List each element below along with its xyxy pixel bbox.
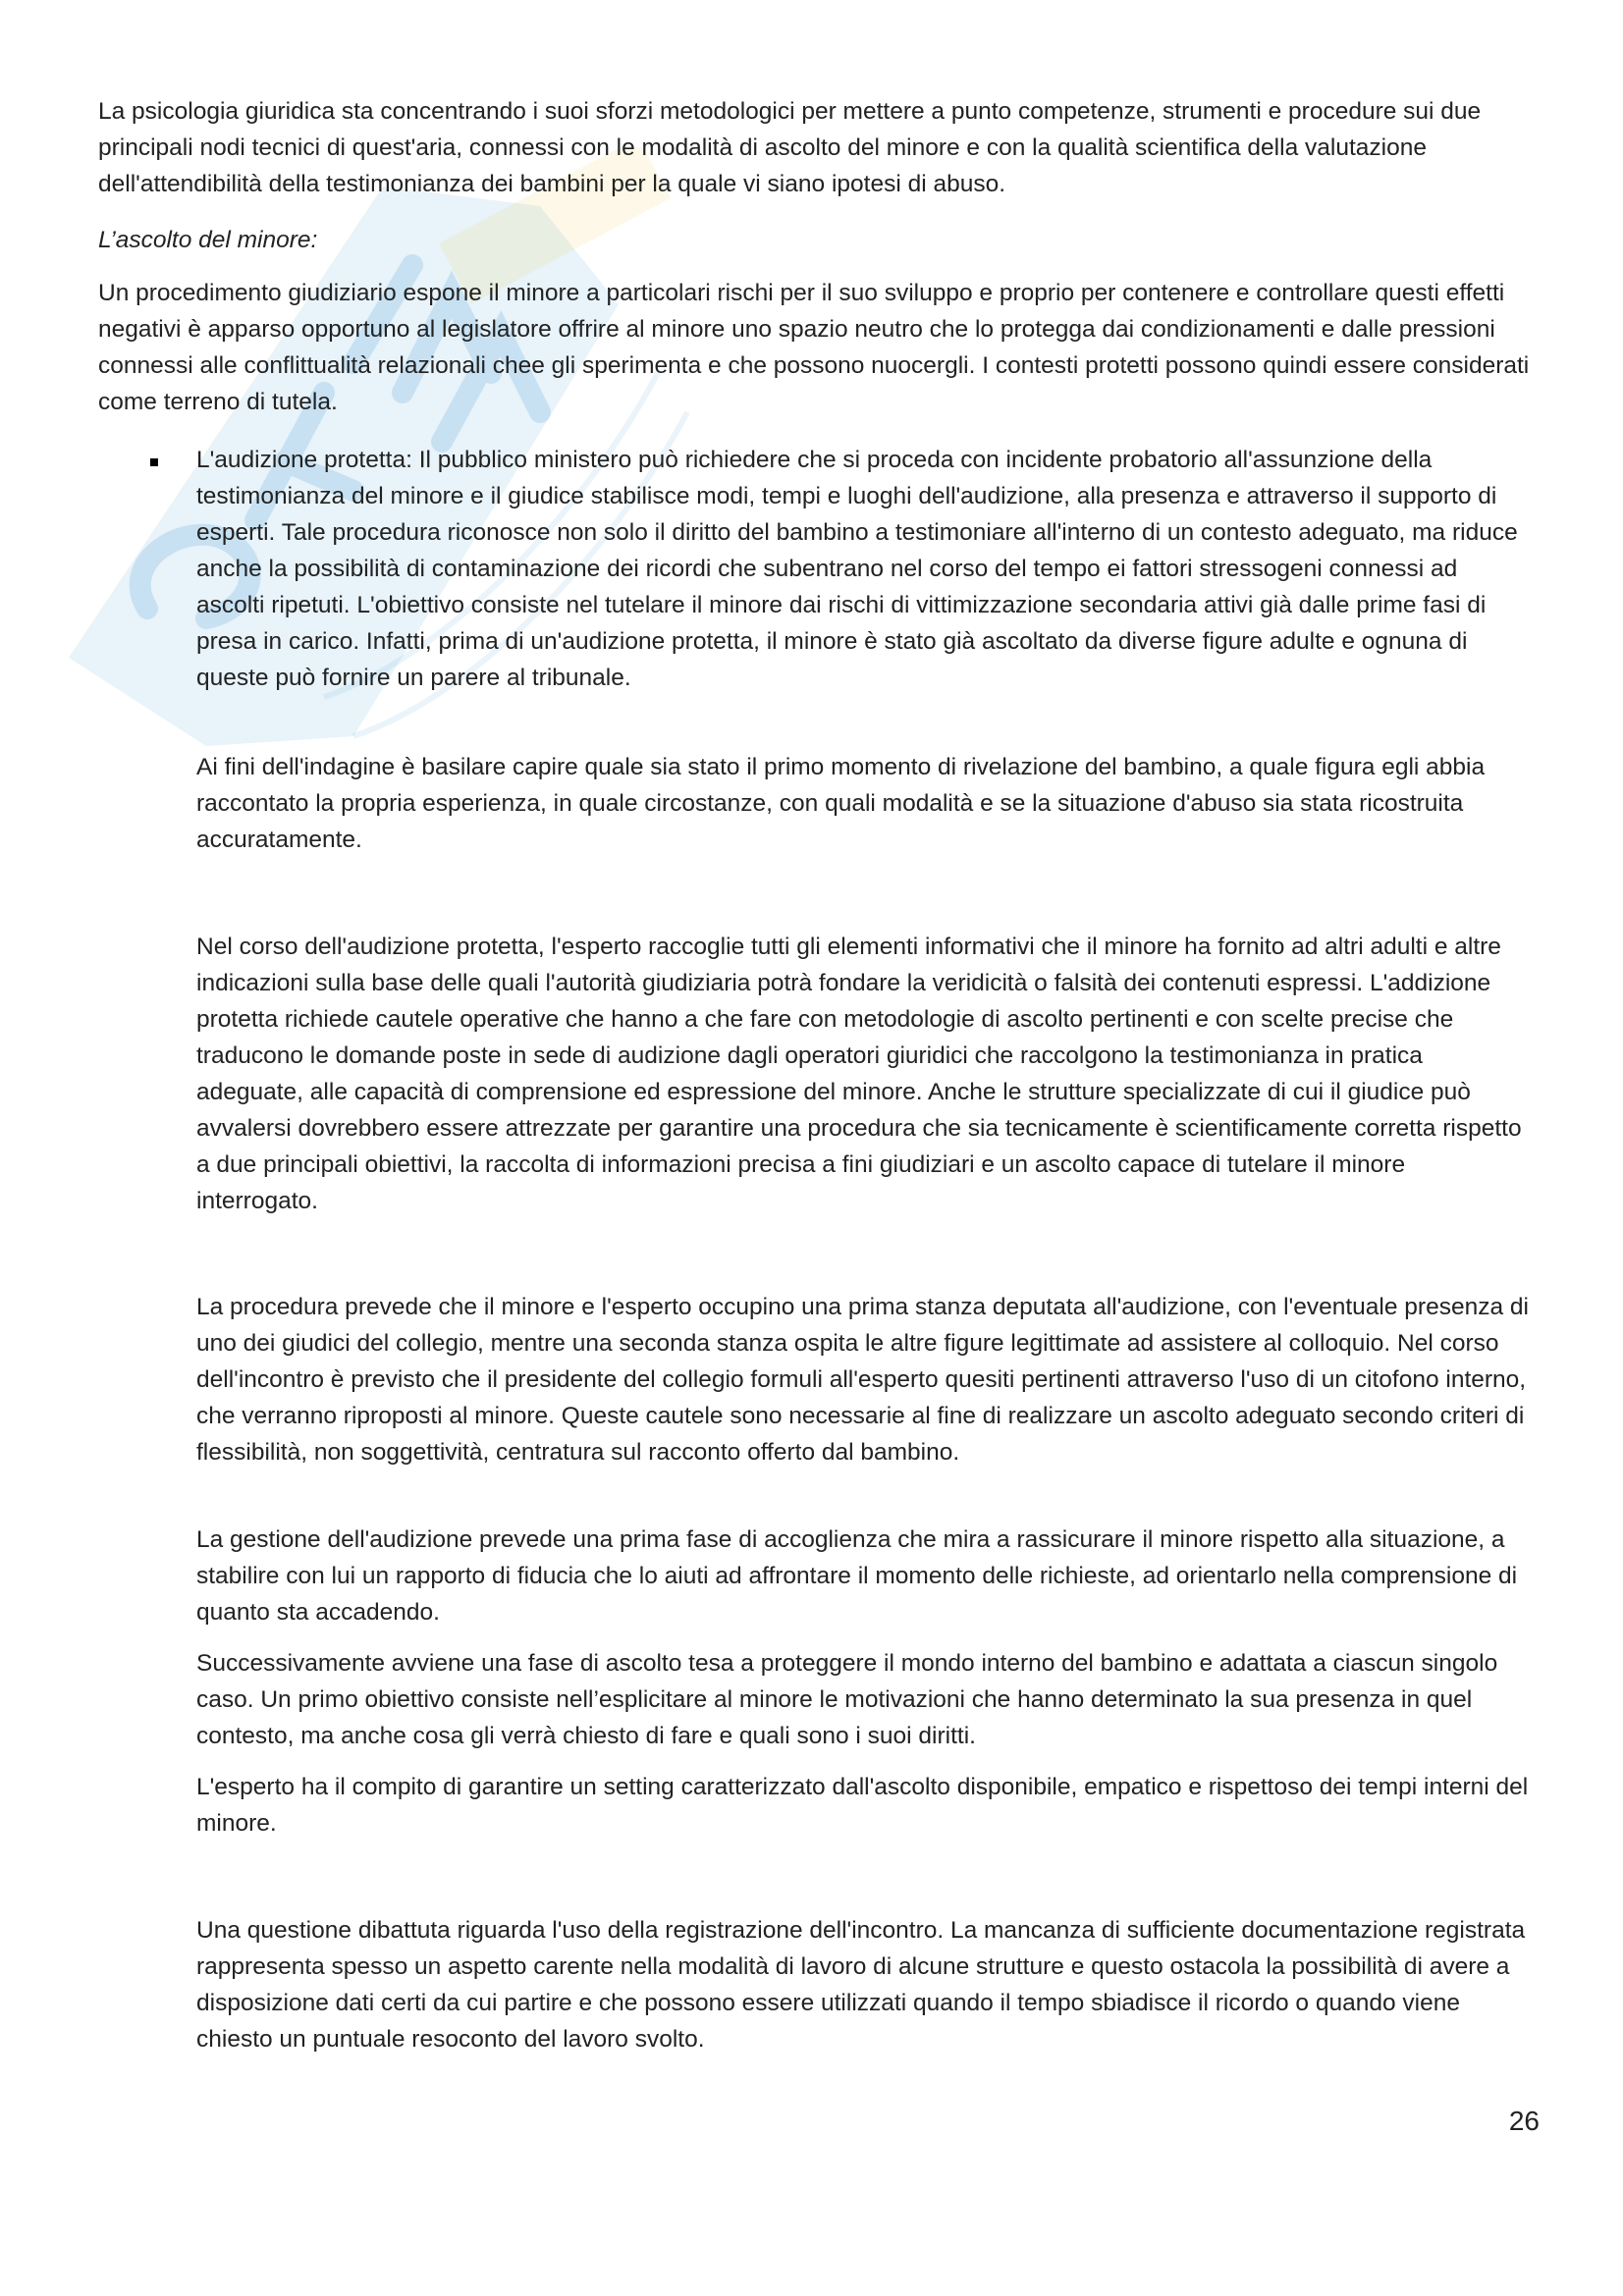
paragraph-registrazione: Una questione dibattuta riguarda l'uso della registrazione dell'incontro. La mancanza di sufficiente documentazione registrata rappresenta spesso un aspetto carente nella modalità di lavoro di alcune strutture e questo ostacola la possibilità di avere a disposizione dati certi da cui partire e che possono essere utilizzati quando il tempo sbiadisce il ricordo o quando viene chiesto un puntuale resoconto del lavoro svolto. (196, 1917, 1526, 2053)
bullet-marker-icon (150, 458, 158, 466)
bullet-paragraph-audizione-protetta: L'audizione protetta: Il pubblico ministero può richiedere che si proceda con incidente probatorio all'assunzione della testimonianza del minore e il giudice stabilisce modi, tempi e luoghi dell'audizione, alla presenza e attraverso il supporto di esperti. Tale procedura riconosce non solo il diritto del bambino a testimoniare all'interno di un contesto adeguato, ma riduce anche la possibilità di contaminazione dei ricordi che subentrano nel corso del tempo ei fattori stressogeni connessi ad ascolti ripetuti. L'obiettivo consiste nel tutelare il minore dai rischi di vittimizzazione secondaria attivi già dalle prime fasi di presa in carico. Infatti, prima di un'audizione protetta, il minore è stato già ascoltato da diverse figure adulte e ognuna di queste può fornire un parere al tribunale. (196, 447, 1518, 691)
intro-paragraph: La psicologia giuridica sta concentrando i suoi sforzi metodologici per mettere a punto competenze, strumenti e procedure sui due principali nodi tecnici di quest'aria, connessi con le modalità di ascolto del minore e con la qualità scientifica della valutazione dell'attendibilità della testimonianza dei bambini per la quale vi siano ipotesi di abuso. (98, 98, 1482, 197)
page-number: 26 (1508, 2106, 1540, 2136)
paragraph-fini-indagine: Ai fini dell'indagine è basilare capire quale sia stato il primo momento di rivelazione del bambino, a quale figura egli abbia raccontato la propria esperienza, in quale circostanze, con quali modalità e se la situazione d'abuso sia stata ricostruita accuratamente. (196, 754, 1486, 853)
paragraph-esperto: L'esperto ha il compito di garantire un setting caratterizzato dall'ascolto disponibile, empatico e rispettoso dei tempi interni del minore. (196, 1774, 1529, 1837)
paragraph-corso-audizione: Nel corso dell'audizione protetta, l'esperto raccoglie tutti gli elementi informativi che il minore ha fornito ad altri adulti e altre indicazioni sulla base delle quali l'autorità giudiziaria potrà fondare la veridicità o falsità dei contenuti espressi. L'addizione protetta richiede cautele operative che hanno a che fare con metodologie di ascolto pertinenti e con scelte precise che traducono le domande poste in sede di audizione dagli operatori giuridici che raccolgono la testimonianza in pratica adeguate, alle capacità di comprensione ed espressione del minore. Anche le strutture specializzate di cui il giudice può avvalersi dovrebbero essere attrezzate per garantire una procedura che sia tecnicamente è scientificamente corretta rispetto a due principali obiettivi, la raccolta di informazioni precisa a fini giudiziari e un ascolto capace di tutelare il minore interrogato. (196, 934, 1522, 1214)
context-paragraph: Un procedimento giudiziario espone il minore a particolari rischi per il suo sviluppo e proprio per contenere e controllare questi effetti negativi è apparso opportuno al legislatore offrire al minore uno spazio neutro che lo protegga dai condizionamenti e dalle pressioni connessi alle conflittualità relazionali chee gli sperimenta e che possono nuocergli. I contesti protetti possono quindi essere considerati come terreno di tutela. (98, 280, 1530, 415)
paragraph-successivamente: Successivamente avviene una fase di ascolto tesa a proteggere il mondo interno del bambino e adattata a ciascun singolo caso. Un primo obiettivo consiste nell’esplicitare al minore le motivazioni che hanno determinato la sua presenza in quel contesto, ma anche cosa gli verrà chiesto di fare e quali sono i suoi diritti. (196, 1650, 1498, 1749)
paragraph-procedura: La procedura prevede che il minore e l'esperto occupino una prima stanza deputata all'audizione, con l'eventuale presenza di uno dei giudici del collegio, mentre una seconda stanza ospita le altre figure legittimate ad assistere al colloquio. Nel corso dell'incontro è previsto che il presidente del collegio formuli all'esperto quesiti pertinenti attraverso l'uso di un citofono interno, che verranno riproposti al minore. Queste cautele sono necessarie al fine di realizzare un ascolto adeguato secondo criteri di flessibilità, non soggettività, centratura sul racconto offerto dal bambino. (196, 1294, 1529, 1466)
paragraph-gestione: La gestione dell'audizione prevede una prima fase di accoglienza che mira a rassicurare il minore rispetto alla situazione, a stabilire con lui un rapporto di fiducia che lo aiuti ad affrontare il momento delle richieste, ad orientarlo nella comprensione di quanto sta accadendo. (196, 1526, 1518, 1626)
section-heading: L’ascolto del minore: (98, 227, 318, 253)
